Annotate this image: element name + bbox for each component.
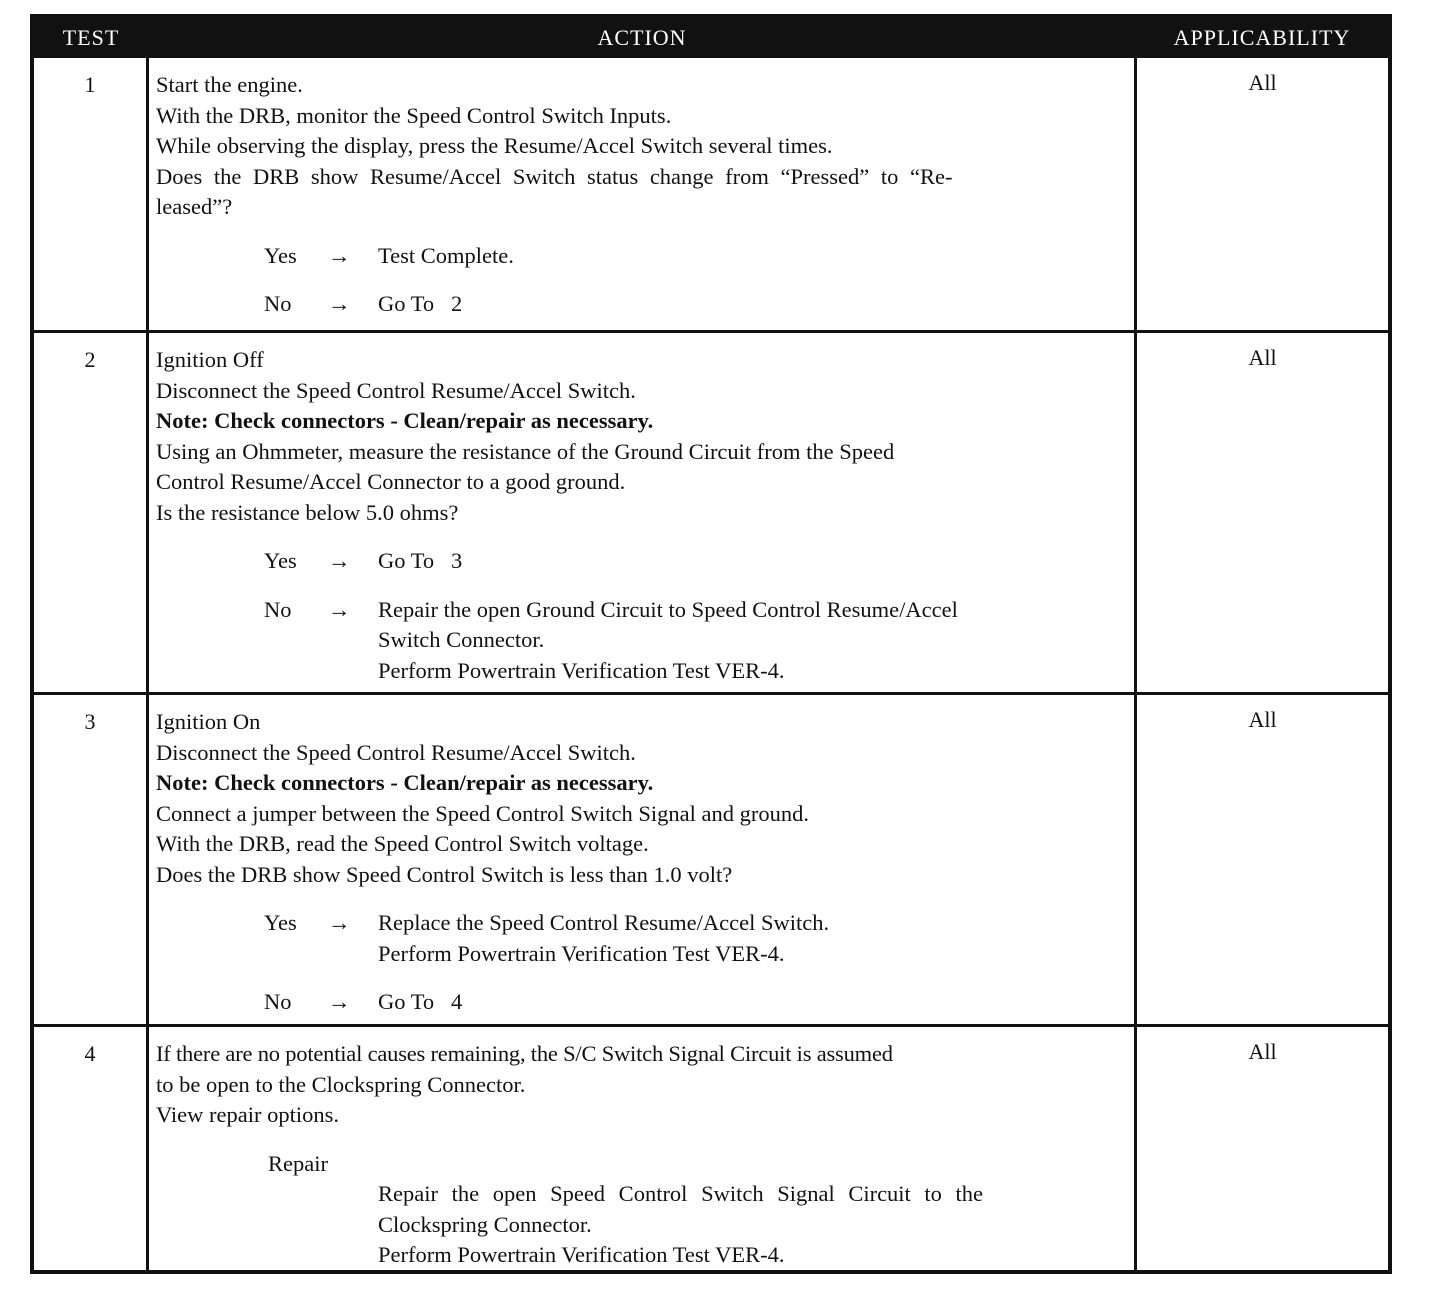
test-number: 4 bbox=[84, 1041, 96, 1066]
action-line: Does the DRB show Speed Control Switch is less than 1.0 volt? bbox=[156, 861, 733, 887]
action-line: If there are no potential causes remaining, the S/C Switch Signal Circuit is assumed bbox=[156, 1041, 893, 1066]
header-test: TEST bbox=[62, 25, 120, 50]
note-line: Note: Check connectors - Clean/repair as necessary. bbox=[156, 770, 654, 795]
applicability-value: All bbox=[1248, 70, 1277, 95]
action-line: Connect a jumper between the Speed Control Switch Signal and ground. bbox=[156, 800, 809, 826]
table-row bbox=[34, 58, 1388, 330]
action-line: Does the DRB show Resume/Accel Switch status change from “Pressed” to “Re- bbox=[156, 163, 953, 189]
action-line: Start the engine. bbox=[156, 72, 303, 97]
applicability-value: All bbox=[1248, 1039, 1277, 1064]
action-line: Disconnect the Speed Control Resume/Accel Switch. bbox=[156, 377, 636, 403]
test-number: 3 bbox=[84, 709, 96, 734]
action-line: Control Resume/Accel Connector to a good ground. bbox=[156, 469, 626, 494]
header-applicability: APPLICABILITY bbox=[1173, 25, 1351, 50]
right-arrow-icon: → bbox=[328, 596, 351, 622]
action-line: Disconnect the Speed Control Resume/Accel Switch. bbox=[156, 739, 636, 765]
diagnostic-test-table bbox=[30, 14, 1392, 1274]
applicability-value: All bbox=[1248, 345, 1277, 370]
response-yes: Yes → Test Complete. bbox=[156, 241, 1126, 272]
action-line: Using an Ohmmeter, measure the resistance of the Ground Circuit from the Speed bbox=[156, 438, 895, 464]
table-row bbox=[34, 692, 1388, 1024]
applicability-value: All bbox=[1248, 707, 1277, 732]
right-arrow-icon: → bbox=[328, 291, 351, 316]
repair-text: Repair the open Speed Control Switch Signal Circuit to the Clockspring Connector. Perform Powertrain Verification Test VER-4. bbox=[378, 1181, 984, 1267]
action-line: Ignition On bbox=[156, 709, 261, 734]
action-line: to be open to the Clockspring Connector. bbox=[156, 1071, 526, 1097]
right-arrow-icon: → bbox=[328, 910, 351, 935]
action-line: With the DRB, monitor the Speed Control Switch Inputs. bbox=[156, 102, 672, 128]
response-no: No → Repair the open Ground Circuit to Speed Control Resume/Accel Switch Connector. Perform Powertrain Verification Test VER-4. bbox=[264, 596, 958, 683]
right-arrow-icon: → bbox=[328, 548, 351, 573]
right-arrow-icon: → bbox=[328, 242, 351, 268]
table-header bbox=[34, 18, 1388, 58]
response-yes: Yes → Replace the Speed Control Resume/Accel Switch. Perform Powertrain Verification Test VER-4. bbox=[264, 910, 830, 966]
test-number: 2 bbox=[84, 347, 96, 372]
action-line: View repair options. bbox=[156, 1102, 339, 1127]
table-row bbox=[34, 1024, 1388, 1270]
action-line: leased”? bbox=[156, 194, 233, 219]
repair-label: Repair bbox=[268, 1150, 328, 1176]
response-yes: Yes → Go To 3 bbox=[156, 546, 1126, 577]
header-action: ACTION bbox=[597, 25, 687, 50]
action-cell bbox=[156, 70, 1126, 320]
note-line: Note: Check connectors - Clean/repair as necessary. bbox=[156, 408, 654, 433]
right-arrow-icon: → bbox=[328, 989, 351, 1014]
table-row bbox=[34, 330, 1388, 692]
action-line: While observing the display, press the Resume/Accel Switch several times. bbox=[156, 133, 833, 158]
action-line: Is the resistance below 5.0 ohms? bbox=[156, 499, 459, 525]
action-cell bbox=[156, 1039, 1126, 1271]
action-line: Ignition Off bbox=[156, 347, 264, 372]
test-number: 1 bbox=[84, 72, 96, 97]
action-cell bbox=[156, 345, 1126, 686]
response-no: No → Go To 2 bbox=[156, 289, 1126, 320]
response-no: No → Go To 4 bbox=[156, 987, 1126, 1018]
action-line: With the DRB, read the Speed Control Switch voltage. bbox=[156, 831, 649, 856]
action-cell bbox=[156, 707, 1126, 1018]
